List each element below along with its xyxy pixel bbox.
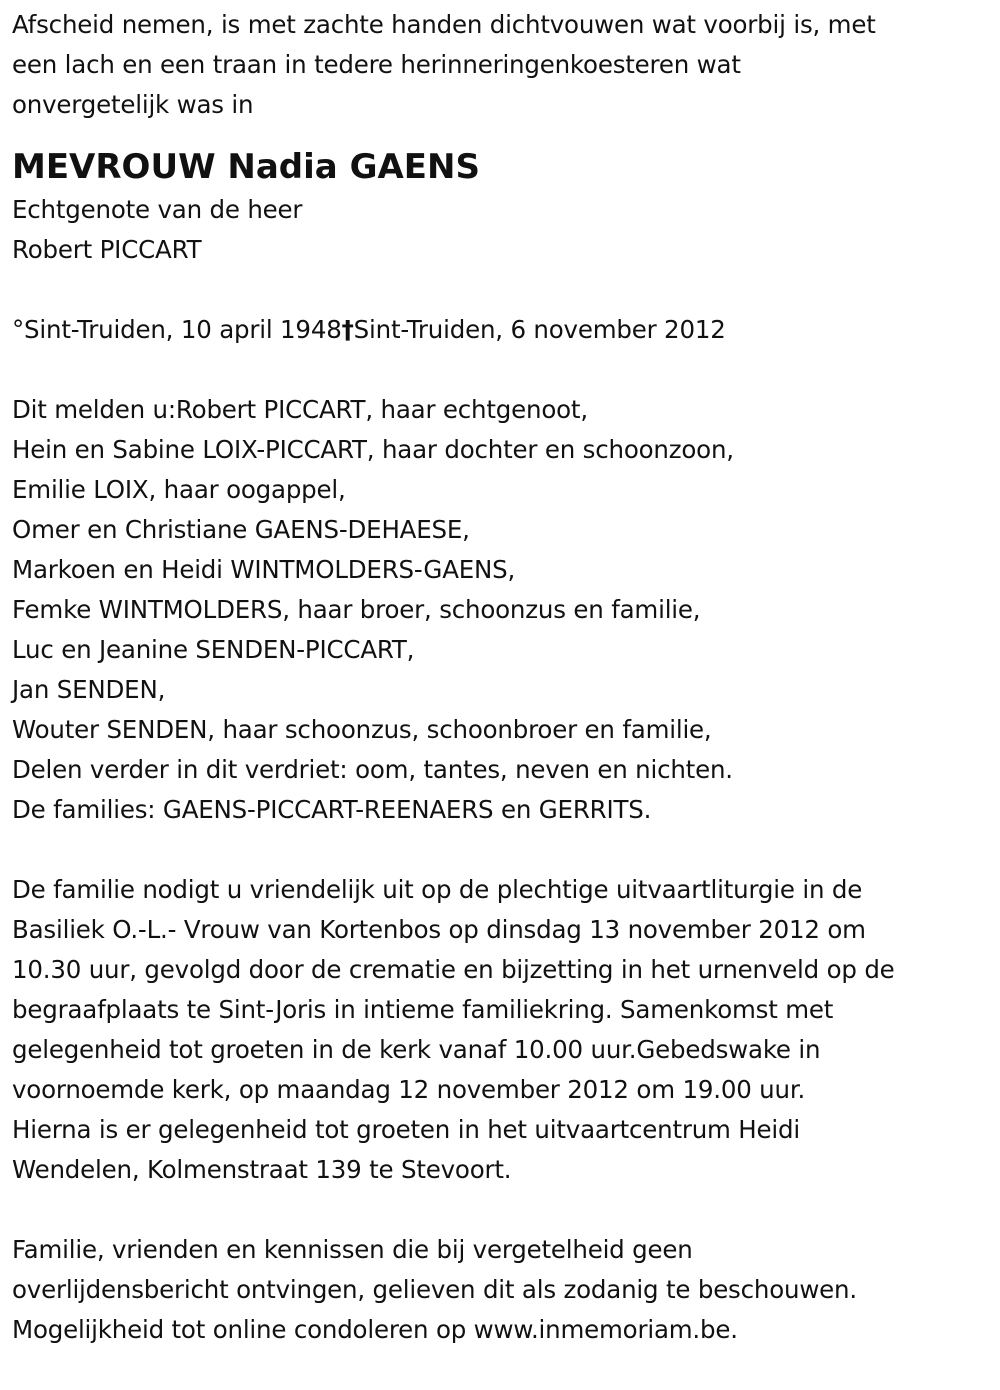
spacer (12, 350, 1000, 390)
death-date: Sint-Truiden, 6 november 2012 (353, 315, 726, 344)
ceremony-line: Wendelen, Kolmenstraat 139 te Stevoort. (12, 1155, 512, 1184)
intro-text (12, 5, 1000, 125)
announcer-line: Emilie LOIX, haar oogappel, (12, 475, 346, 504)
announcer-line: Delen verder in dit verdriet: oom, tantes, neven en nichten. (12, 755, 733, 784)
intro-line: onvergetelijk was in (12, 90, 254, 119)
announcer-line: Wouter SENDEN, haar schoonzus, schoonbroer en familie, (12, 715, 712, 744)
announcer-line: De families: GAENS-PICCART-REENAERS en GERRITS. (12, 795, 652, 824)
ceremony-line: 10.30 uur, gevolgd door de crematie en bijzetting in het urnenveld op de (12, 955, 895, 984)
ceremony-line: Hierna is er gelegenheid tot groeten in het uitvaartcentrum Heidi (12, 1115, 800, 1144)
closing-line: overlijdensbericht ontvingen, gelieven dit als zodanig te beschouwen. (12, 1275, 857, 1304)
announcer-line: Femke WINTMOLDERS, haar broer, schoonzus en familie, (12, 595, 701, 624)
closing-line: Mogelijkheid tot online condoleren op www.inmemoriam.be. (12, 1315, 738, 1344)
announcer-line: Luc en Jeanine SENDEN-PICCART, (12, 635, 415, 664)
ceremony-line: voornoemde kerk, op maandag 12 november 2012 om 19.00 uur. (12, 1075, 806, 1104)
announcer-line: Jan SENDEN, (12, 675, 166, 704)
relation-line: Robert PICCART (12, 235, 202, 264)
spacer (12, 270, 1000, 310)
deceased-name: MEVROUW Nadia GAENS (12, 147, 480, 187)
announcer-line: Markoen en Heidi WINTMOLDERS-GAENS, (12, 555, 516, 584)
intro-line: een lach en een traan in tedere herinneringenkoesteren wat (12, 50, 741, 79)
announcer-line: Hein en Sabine LOIX-PICCART, haar dochter en schoonzoon, (12, 435, 734, 464)
relation-line: Echtgenote van de heer (12, 195, 303, 224)
announcer-line: Omer en Christiane GAENS-DEHAESE, (12, 515, 470, 544)
closing-line: Familie, vrienden en kennissen die bij vergetelheid geen (12, 1235, 693, 1264)
birth-date: °Sint-Truiden, 10 april 1948 (12, 315, 342, 344)
ceremony-line: De familie nodigt u vriendelijk uit op de plechtige uitvaartliturgie in de (12, 875, 863, 904)
announcers-list (12, 390, 1000, 830)
announcer-line: Dit melden u:Robert PICCART, haar echtgenoot, (12, 395, 588, 424)
life-dates (12, 310, 1000, 350)
ceremony-text (12, 870, 1000, 1190)
cross-icon: † (341, 315, 354, 344)
intro-line: Afscheid nemen, is met zachte handen dichtvouwen wat voorbij is, met (12, 10, 876, 39)
spacer (12, 1190, 1000, 1230)
spacer (12, 830, 1000, 870)
spouse-relation (12, 190, 1000, 270)
ceremony-line: begraafplaats te Sint-Joris in intieme familiekring. Samenkomst met (12, 995, 834, 1024)
ceremony-line: Basiliek O.-L.- Vrouw van Kortenbos op dinsdag 13 november 2012 om (12, 915, 866, 944)
ceremony-line: gelegenheid tot groeten in de kerk vanaf 10.00 uur.Gebedswake in (12, 1035, 821, 1064)
closing-text (12, 1230, 1000, 1350)
